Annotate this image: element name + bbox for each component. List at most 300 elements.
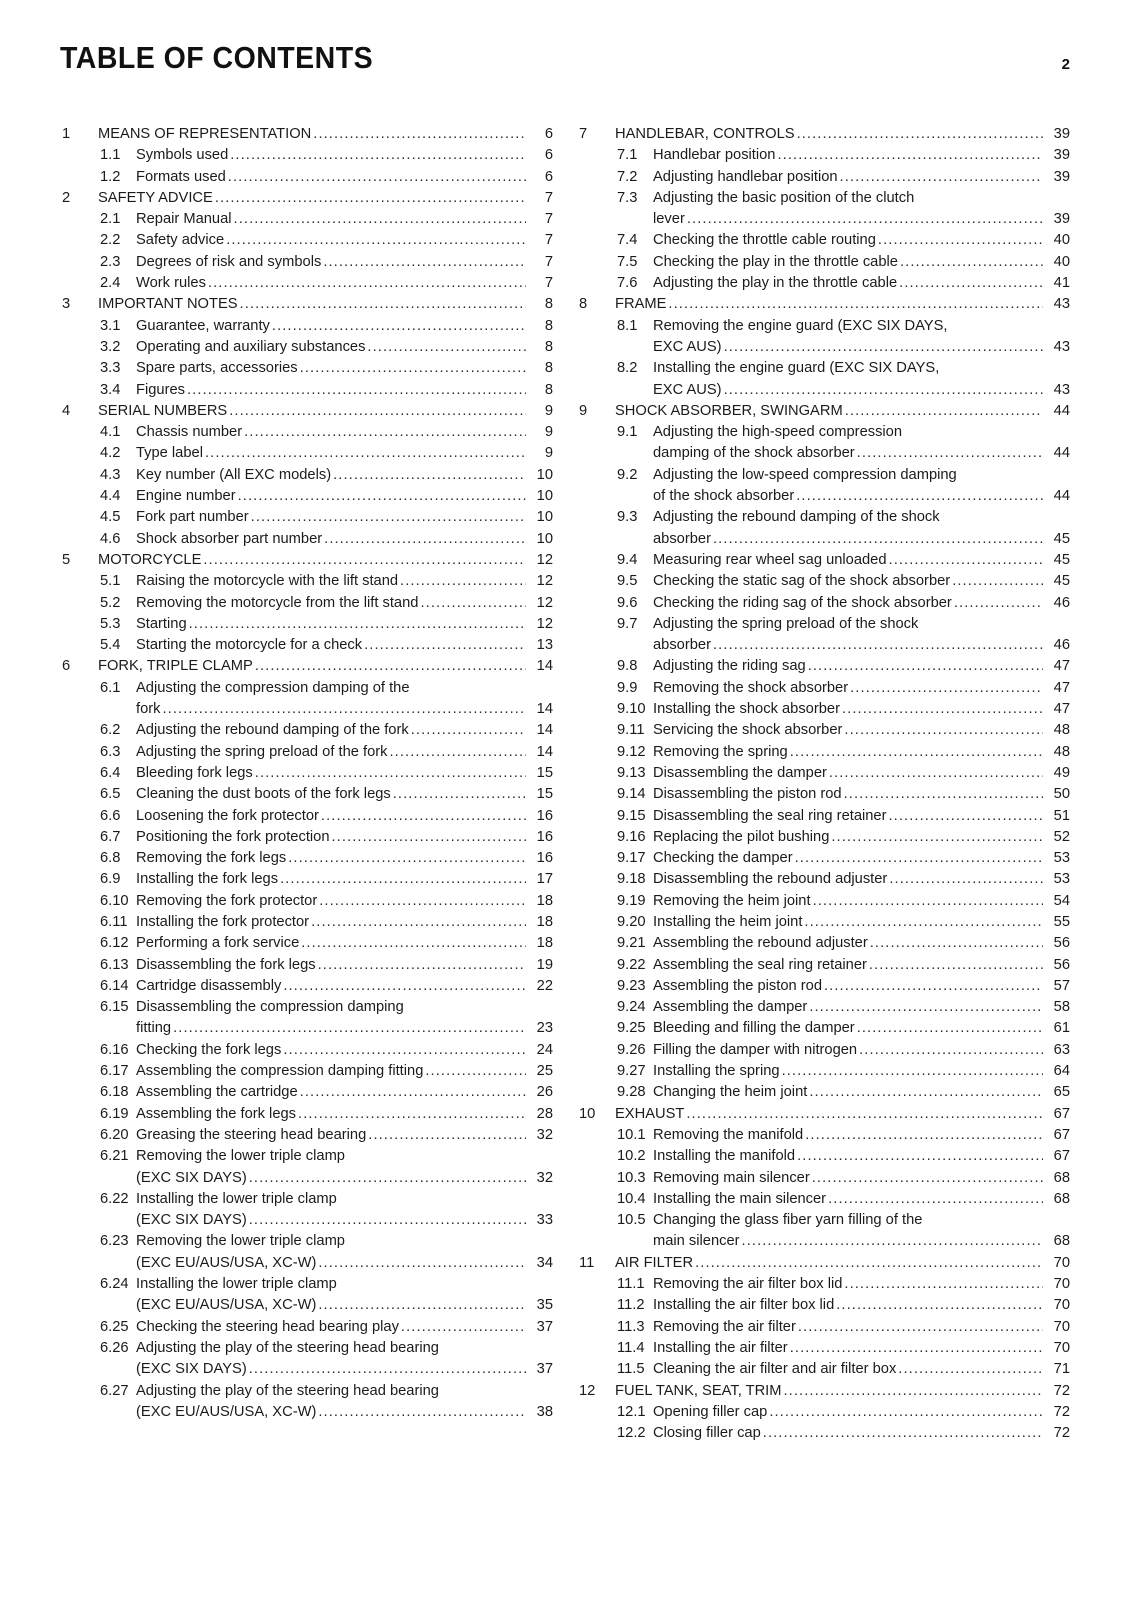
toc-entry-page: 18 [536,935,553,952]
toc-entry-title: damping of the shock absorber [653,445,855,462]
toc-entry-page: 56 [1053,956,1070,973]
toc-entry[interactable] [577,891,1070,912]
toc-entry[interactable] [577,656,1070,677]
toc-entry[interactable] [60,955,553,976]
toc-entry[interactable] [60,742,553,763]
toc-entry[interactable] [577,784,1070,805]
toc-entry-body [136,1274,553,1317]
toc-entry[interactable] [577,1040,1070,1061]
toc-entry-line [653,1061,1070,1082]
toc-entry-title: Repair Manual [136,211,232,228]
toc-entry-body [136,784,553,805]
toc-entry-line [653,784,1070,805]
toc-entry[interactable] [60,443,553,464]
toc-entry-body [615,1381,1070,1402]
toc-entry[interactable] [60,507,553,528]
toc-entry-number: 4.3 [100,466,121,483]
toc-entry[interactable] [577,678,1070,699]
toc-entry[interactable] [577,827,1070,848]
toc-entry[interactable] [577,1210,1070,1253]
toc-entry-line [653,145,1070,166]
dot-leader [844,784,1043,805]
toc-entry[interactable] [577,188,1070,231]
toc-entry-title: SAFETY ADVICE [98,189,213,206]
toc-entry-page: 64 [1053,1063,1070,1080]
toc-entry-page: 9 [544,402,553,419]
toc-entry[interactable] [577,997,1070,1018]
toc-entry-body [136,827,553,848]
dot-leader [318,1253,526,1274]
toc-entry[interactable] [577,1125,1070,1146]
toc-entry-page: 61 [1053,1020,1070,1037]
toc-entry[interactable] [60,571,553,592]
toc-entry-title: Closing filler cap [653,1425,761,1442]
toc-entry[interactable] [577,763,1070,784]
dot-leader [878,230,1043,251]
toc-entry[interactable] [577,252,1070,273]
toc-entry-number: 9.22 [617,956,646,973]
dot-leader [228,167,526,188]
toc-entry[interactable] [577,1338,1070,1359]
toc-entry[interactable] [60,614,553,635]
toc-entry-page: 15 [536,764,553,781]
toc-entry-page: 6 [544,168,553,185]
toc-entry-title: Handlebar position [653,147,776,164]
toc-entry-page: 18 [536,913,553,930]
toc-entry[interactable] [60,145,553,166]
toc-entry[interactable] [60,720,553,741]
toc-entry[interactable] [60,1189,553,1232]
toc-entry[interactable] [577,1146,1070,1167]
toc-entry[interactable] [60,869,553,890]
toc-entry-title: AIR FILTER [615,1254,694,1271]
toc-entry-title: Bleeding fork legs [136,764,253,781]
toc-entry-line [653,358,1070,379]
toc-entry[interactable] [577,1104,1070,1125]
toc-entry-number: 4.4 [100,488,121,505]
toc-entry-body [98,188,553,209]
toc-entry[interactable] [60,1146,553,1189]
toc-entry[interactable] [60,976,553,997]
toc-entry-line [98,656,553,677]
toc-entry-line [136,1210,553,1231]
toc-entry-page: 7 [544,253,553,270]
toc-entry[interactable] [60,827,553,848]
toc-entry[interactable] [60,1231,553,1274]
toc-entry-title: FORK, TRIPLE CLAMP [98,658,253,675]
toc-entry-number: 6.20 [100,1126,129,1143]
toc-entry-page: 48 [1053,722,1070,739]
toc-entry[interactable] [577,507,1070,550]
dot-leader [389,742,526,763]
toc-entry-line [136,827,553,848]
toc-entry[interactable] [577,316,1070,359]
toc-entry-number: 9.15 [617,807,646,824]
dot-leader [203,550,526,571]
toc-entry-number: 9.21 [617,935,646,952]
toc-entry-title: Installing the air filter [653,1339,788,1356]
toc-entry[interactable] [60,380,553,401]
toc-entry-line [653,1317,1070,1338]
toc-entry-number: 2.4 [100,275,121,292]
toc-entry-line [653,422,1070,443]
toc-entry-title: fork [136,701,161,718]
toc-entry-page: 51 [1053,807,1070,824]
toc-entry-title: Removing the lower triple clamp [136,1148,345,1165]
toc-entry[interactable] [60,1338,553,1381]
toc-entry-title: Servicing the shock absorber [653,722,843,739]
toc-entry-title: Disassembling the piston rod [653,786,842,803]
toc-entry-number: 6.9 [100,871,121,888]
toc-entry[interactable] [60,294,553,315]
toc-entry[interactable] [577,593,1070,614]
toc-entry[interactable] [60,209,553,230]
toc-entry[interactable] [577,1402,1070,1423]
toc-entry-line [136,1125,553,1146]
toc-entry-line [98,550,553,571]
toc-entry-body [615,1253,1070,1274]
dot-leader [280,869,526,890]
toc-entry[interactable] [577,933,1070,954]
toc-entry[interactable] [60,529,553,550]
toc-entry-number: 9.19 [617,892,646,909]
toc-entry[interactable] [577,1423,1070,1444]
toc-entry-line [615,124,1070,145]
toc-entry[interactable] [60,465,553,486]
toc-entry-body [136,529,553,550]
toc-entry-number: 6.5 [100,786,121,803]
dot-leader [300,1082,526,1103]
toc-entry-page: 16 [536,807,553,824]
dot-leader [889,550,1043,571]
dot-leader [836,1295,1043,1316]
toc-entry-title: Loosening the fork protector [136,807,319,824]
toc-entry-line [136,571,553,592]
toc-entry[interactable] [60,635,553,656]
toc-entry[interactable] [577,167,1070,188]
toc-entry-line [653,550,1070,571]
toc-entry-body [136,955,553,976]
dot-leader [255,763,526,784]
dot-leader [857,443,1043,464]
toc-entry-number: 6.13 [100,956,129,973]
toc-entry[interactable] [60,1061,553,1082]
toc-entry-title: Adjusting the rebound damping of the shock [653,509,940,526]
toc-entry[interactable] [577,912,1070,933]
dot-leader [809,1082,1043,1103]
toc-entry-number: 9.25 [617,1020,646,1037]
toc-entry-line [653,230,1070,251]
toc-entry-number: 2 [62,189,71,206]
toc-entry[interactable] [60,997,553,1040]
toc-entry-line [136,955,553,976]
toc-entry-page: 19 [536,956,553,973]
toc-entry-page: 10 [536,488,553,505]
toc-entry-page: 35 [536,1297,553,1314]
toc-column-right [577,124,1070,1444]
toc-entry-page: 17 [536,871,553,888]
toc-entry[interactable] [60,316,553,337]
toc-entry-number: 6.8 [100,850,121,867]
toc-entry-number: 10.5 [617,1212,646,1229]
toc-entry[interactable] [60,1125,553,1146]
dot-leader [234,209,526,230]
toc-entry-page: 39 [1053,168,1070,185]
toc-entry[interactable] [577,145,1070,166]
toc-entry-body [136,891,553,912]
toc-entry-number: 7.1 [617,147,638,164]
dot-leader [288,848,526,869]
toc-entry-title: Symbols used [136,147,229,164]
toc-entry[interactable] [60,848,553,869]
toc-entry[interactable] [577,1168,1070,1189]
toc-entry-page: 39 [1053,211,1070,228]
toc-entry-line [653,656,1070,677]
toc-entry-page: 44 [1053,445,1070,462]
toc-entry-line [136,678,553,699]
dot-leader [844,1274,1043,1295]
toc-entry-title: Key number (All EXC models) [136,466,332,483]
toc-entry-body [136,486,553,507]
toc-entry-page: 13 [536,637,553,654]
toc-entry-title: Changing the heim joint [653,1084,808,1101]
toc-entry-line [136,891,553,912]
toc-entry[interactable] [60,912,553,933]
toc-entry-number: 7 [579,126,588,142]
toc-entry-body [136,571,553,592]
toc-entry-page: 41 [1053,275,1070,292]
toc-entry-page: 10 [536,466,553,483]
toc-entry-body [653,912,1070,933]
toc-entry-title: fitting [136,1020,172,1037]
toc-entry-number: 10.1 [617,1126,646,1143]
toc-entry-number: 6.15 [100,999,129,1016]
toc-entry[interactable] [60,550,553,571]
toc-entry[interactable] [60,656,553,677]
toc-entry-page: 25 [536,1063,553,1080]
toc-entry-body [615,1104,1070,1125]
toc-entry-number: 6.24 [100,1276,129,1293]
toc-entry[interactable] [60,273,553,294]
toc-entry-line [136,933,553,954]
toc-entry-title: Adjusting the riding sag [653,658,806,675]
toc-entry[interactable] [60,486,553,507]
toc-entry-page: 16 [536,850,553,867]
toc-entry[interactable] [577,976,1070,997]
toc-entry[interactable] [60,1381,553,1424]
toc-entry-body [653,784,1070,805]
toc-entry-title: Removing the air filter box lid [653,1276,843,1293]
toc-entry[interactable] [60,784,553,805]
toc-entry-line [653,1018,1070,1039]
toc-entry[interactable] [577,1381,1070,1402]
toc-entry-title: Assembling the fork legs [136,1105,297,1122]
toc-entry[interactable] [577,1317,1070,1338]
toc-entry[interactable] [577,806,1070,827]
toc-entry-page: 9 [544,424,553,441]
toc-entry[interactable] [577,358,1070,401]
toc-entry-line [653,933,1070,954]
toc-entry[interactable] [577,1189,1070,1210]
toc-entry-title: Removing main silencer [653,1169,810,1186]
toc-entry-title: Adjusting the rebound damping of the fork [136,722,409,739]
toc-entry[interactable] [577,571,1070,592]
dot-leader [420,593,526,614]
toc-entry-line [653,273,1070,294]
toc-entry-number: 4.1 [100,424,121,441]
toc-entry-line [653,678,1070,699]
toc-entry[interactable] [577,955,1070,976]
toc-entry-page: 67 [1053,1126,1070,1143]
toc-entry[interactable] [577,614,1070,657]
dot-leader [313,124,526,145]
toc-entry[interactable] [60,188,553,209]
toc-entry[interactable] [577,401,1070,422]
toc-entry-title: EXHAUST [615,1105,685,1122]
toc-entry[interactable] [577,1253,1070,1274]
toc-entry[interactable] [60,1274,553,1317]
toc-columns [60,124,1070,1444]
toc-entry-title: Work rules [136,275,206,292]
toc-entry[interactable] [577,273,1070,294]
toc-entry-line [653,529,1070,550]
dot-leader [687,209,1043,230]
toc-entry[interactable] [60,422,553,443]
toc-entry[interactable] [60,230,553,251]
toc-entry-line [136,1189,553,1210]
toc-entry-title: EXC AUS) [653,381,722,398]
toc-entry[interactable] [577,1082,1070,1103]
toc-entry-title: Installing the shock absorber [653,701,840,718]
toc-entry-line [136,720,553,741]
toc-entry-number: 9.23 [617,977,646,994]
toc-entry-body [136,465,553,486]
toc-entry-body [653,869,1070,890]
toc-entry-number: 6.3 [100,743,121,760]
toc-entry-page: 46 [1053,594,1070,611]
toc-entry[interactable] [60,124,553,145]
dot-leader [323,252,526,273]
toc-entry-page: 70 [1053,1318,1070,1335]
toc-entry[interactable] [577,550,1070,571]
toc-entry-title: (EXC SIX DAYS) [136,1169,247,1186]
toc-entry[interactable] [577,1359,1070,1380]
toc-entry-title: Shock absorber part number [136,530,323,547]
toc-entry[interactable] [60,593,553,614]
toc-entry[interactable] [60,1104,553,1125]
toc-entry[interactable] [577,124,1070,145]
toc-entry-line [653,891,1070,912]
dot-leader [332,827,527,848]
toc-entry-title: lever [653,211,685,228]
toc-entry[interactable] [577,1061,1070,1082]
toc-entry-line [136,209,553,230]
toc-entry-title: Checking the steering head bearing play [136,1318,399,1335]
toc-entry-line [136,593,553,614]
toc-entry[interactable] [577,699,1070,720]
toc-entry[interactable] [577,1274,1070,1295]
toc-entry-page: 12 [536,594,553,611]
toc-entry-title: Disassembling the fork legs [136,956,316,973]
toc-entry-body [653,252,1070,273]
dot-leader [319,891,526,912]
toc-entry-line [653,1231,1070,1252]
toc-entry[interactable] [60,1040,553,1061]
toc-entry[interactable] [60,1317,553,1338]
toc-entry-page: 68 [1053,1190,1070,1207]
toc-entry-title: absorber [653,637,711,654]
toc-entry[interactable] [60,401,553,422]
toc-entry-number: 9.12 [617,743,646,760]
toc-entry-title: Adjusting handlebar position [653,168,838,185]
toc-entry-line [136,465,553,486]
toc-entry[interactable] [577,422,1070,465]
toc-entry[interactable] [577,848,1070,869]
toc-entry-page: 8 [544,338,553,355]
toc-entry-line [98,294,553,315]
dot-leader [318,955,526,976]
toc-entry-title: Installing the lower triple clamp [136,1276,337,1293]
toc-entry[interactable] [577,869,1070,890]
toc-entry[interactable] [60,167,553,188]
toc-entry[interactable] [577,720,1070,741]
toc-entry[interactable] [577,742,1070,763]
toc-entry-page: 38 [536,1403,553,1420]
dot-leader [796,486,1043,507]
dot-leader [795,848,1043,869]
toc-entry[interactable] [577,230,1070,251]
toc-entry[interactable] [60,806,553,827]
toc-entry-title: IMPORTANT NOTES [98,296,238,313]
toc-entry-page: 33 [536,1212,553,1229]
toc-entry[interactable] [60,933,553,954]
toc-entry[interactable] [60,252,553,273]
toc-entry[interactable] [577,1018,1070,1039]
toc-entry-body [136,1082,553,1103]
toc-entry-body [653,955,1070,976]
toc-entry[interactable] [60,358,553,379]
toc-entry[interactable] [60,763,553,784]
toc-entry-body [653,593,1070,614]
toc-entry-line [136,167,553,188]
toc-entry[interactable] [577,465,1070,508]
toc-entry-title: of the shock absorber [653,488,795,505]
toc-entry-number: 11.1 [617,1276,645,1293]
toc-entry-line [653,955,1070,976]
toc-entry[interactable] [60,1082,553,1103]
dot-leader [255,656,526,677]
toc-entry-body [136,145,553,166]
toc-entry[interactable] [60,891,553,912]
toc-entry-title: Installing the fork protector [136,913,310,930]
dot-leader [333,465,526,486]
dot-leader [162,699,526,720]
toc-entry[interactable] [577,294,1070,315]
toc-entry-page: 43 [1053,296,1070,313]
dot-leader [829,763,1043,784]
toc-entry-title: Assembling the cartridge [136,1084,298,1101]
toc-entry-line [653,869,1070,890]
toc-entry[interactable] [60,678,553,721]
toc-entry[interactable] [60,337,553,358]
toc-entry-number: 6.6 [100,807,121,824]
toc-entry-title: Disassembling the damper [653,764,827,781]
toc-entry-title: Removing the motorcycle from the lift stand [136,594,419,611]
toc-entry[interactable] [577,1295,1070,1316]
toc-entry-body [653,891,1070,912]
toc-entry-page: 10 [536,530,553,547]
toc-entry-line [653,443,1070,464]
